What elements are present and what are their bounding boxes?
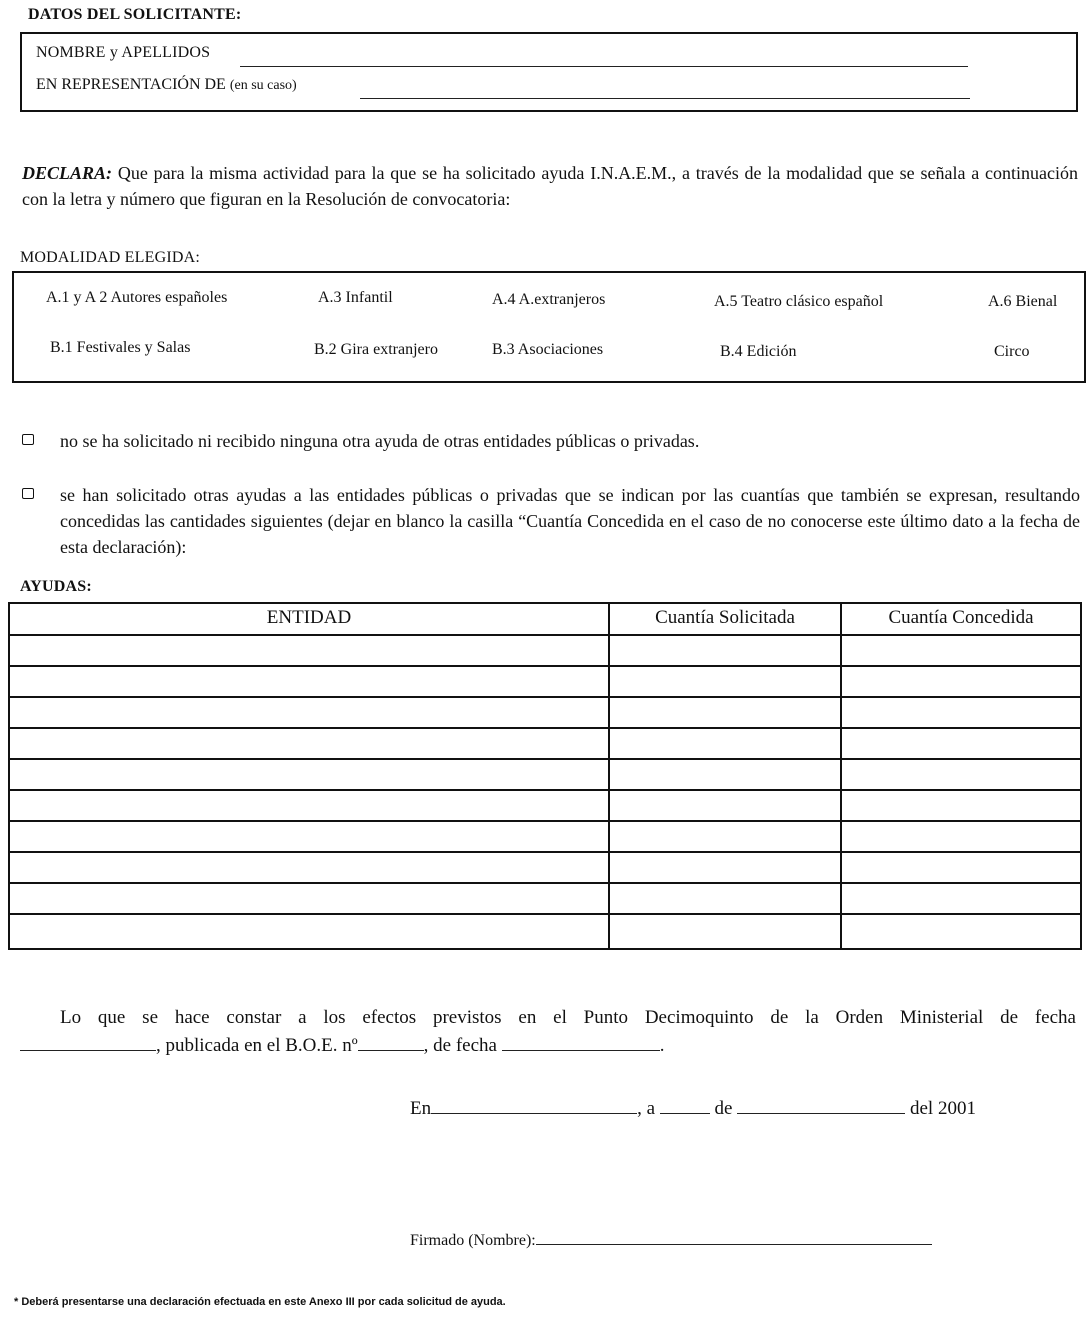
declara-lead: DECLARA: [22, 163, 113, 183]
firma-field[interactable] [536, 1244, 932, 1245]
firmado-label: Firmado (Nombre): [410, 1232, 536, 1249]
en-label: En [410, 1098, 432, 1119]
representacion-label-group [36, 76, 297, 94]
orden-fecha-label: , de fecha [423, 1035, 497, 1056]
modalidad-option[interactable]: B.1 Festivales y Salas [50, 339, 191, 356]
lugar-fecha-line [410, 1098, 976, 1120]
row-divider [10, 820, 1080, 822]
orden-fecha-field[interactable] [20, 1050, 156, 1051]
lugar-field[interactable] [431, 1113, 637, 1114]
orden-paragraph [20, 1004, 1076, 1060]
representacion-label: EN REPRESENTACIÓN DE [36, 76, 226, 93]
row-divider [10, 758, 1080, 760]
checkbox-no-ayudas[interactable] [22, 434, 34, 445]
declara-text: Que para la misma actividad para la que se ha solicitado ayuda I.N.A.E.M., a través de la modalidad que se señala a continuación con la letra y número que figuran en la Resolución de convocatoria: [22, 163, 1078, 209]
column-header-entidad: ENTIDAD [266, 607, 352, 628]
modalidad-option[interactable]: A.1 y A 2 Autores españoles [46, 289, 228, 306]
row-divider [10, 882, 1080, 884]
a-label: , a [637, 1098, 656, 1119]
de-label: de [714, 1098, 733, 1119]
option-otras-ayudas [22, 482, 1080, 562]
modalidad-option[interactable]: A.3 Infantil [318, 289, 393, 306]
representacion-note: (en su caso) [229, 78, 297, 93]
row-divider [10, 665, 1080, 667]
column-divider [840, 604, 842, 948]
row-divider [10, 789, 1080, 791]
boe-numero-field[interactable] [358, 1050, 424, 1051]
modalidad-option[interactable]: A.6 Bienal [988, 293, 1058, 310]
row-divider [10, 851, 1080, 853]
option-no-ayudas [22, 428, 1080, 454]
modalidad-box [12, 271, 1086, 383]
orden-end: . [659, 1035, 665, 1056]
modalidad-option[interactable]: A.5 Teatro clásico español [714, 293, 884, 310]
representacion-field[interactable] [360, 98, 970, 99]
solicitante-box [20, 32, 1078, 112]
option-no-ayudas-text: no se ha solicitado ni recibido ninguna otra ayuda de otras entidades públicas o privadas. [60, 431, 700, 451]
modalidad-option[interactable]: B.4 Edición [720, 343, 797, 360]
ayudas-table [8, 602, 1082, 950]
modalidad-heading: MODALIDAD ELEGIDA: [20, 249, 201, 266]
dia-field[interactable] [660, 1113, 710, 1114]
nombre-label: NOMBRE y APELLIDOS [36, 44, 211, 61]
nombre-field[interactable] [240, 66, 968, 67]
declara-paragraph [22, 160, 1078, 212]
modalidad-option[interactable]: B.3 Asociaciones [492, 341, 604, 358]
row-divider [10, 696, 1080, 698]
mes-field[interactable] [737, 1113, 905, 1114]
option-otras-ayudas-text: se han solicitado otras ayudas a las entidades públicas o privadas que se indican por las cuantías que también se expresan, resultando concedidas las cantidades siguientes (dejar en blanco la casilla “Cuantía Concedida en el caso de no conocerse este último dato a la fecha de esta declaración): [60, 485, 1080, 557]
footnote: * Deberá presentarse una declaración efectuada en este Anexo III por cada solicitud de ayuda. [14, 1296, 506, 1308]
solicitante-heading: DATOS DEL SOLICITANTE: [28, 6, 242, 23]
modalidad-option[interactable]: Circo [994, 343, 1030, 360]
row-divider [10, 634, 1080, 636]
modalidad-option[interactable]: B.2 Gira extranjero [314, 341, 438, 358]
modalidad-option[interactable]: A.4 A.extranjeros [492, 291, 606, 308]
checkbox-otras-ayudas[interactable] [22, 488, 34, 499]
boe-fecha-field[interactable] [502, 1050, 660, 1051]
ayudas-heading: AYUDAS: [20, 578, 92, 595]
column-header-solicitada: Cuantía Solicitada [655, 607, 795, 628]
orden-line-1: Lo que se hace constar a los efectos previstos en el Punto Decimoquinto de la Orden Ministerial de fecha [60, 1007, 1076, 1028]
orden-line-2 [20, 1032, 1076, 1060]
firmado-line [410, 1232, 932, 1250]
orden-boe-label: , publicada en el B.O.E. nº [156, 1035, 358, 1056]
column-divider [608, 604, 610, 948]
column-header-concedida: Cuantía Concedida [888, 607, 1034, 628]
row-divider [10, 727, 1080, 729]
year-label: del 2001 [909, 1098, 976, 1119]
row-divider [10, 913, 1080, 915]
